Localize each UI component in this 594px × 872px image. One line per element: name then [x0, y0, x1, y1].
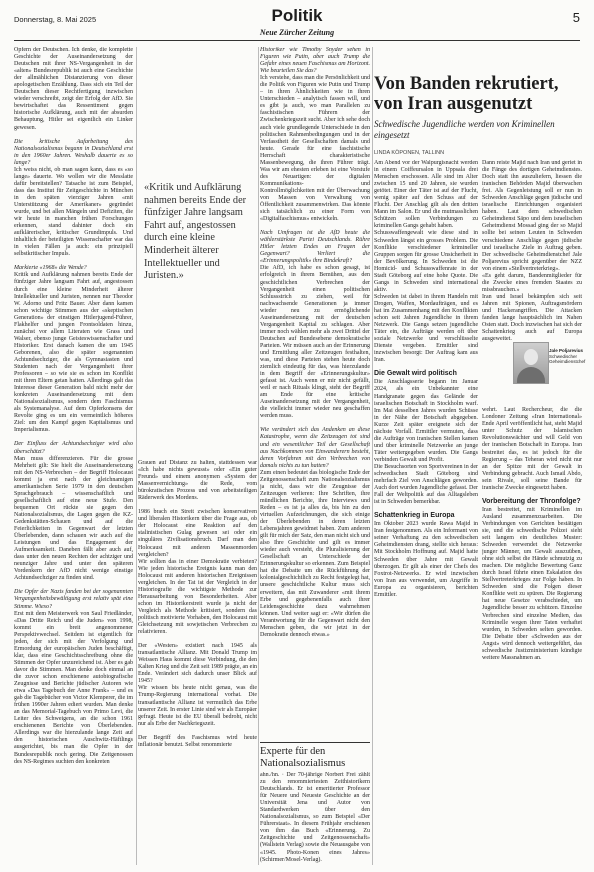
pull-quote: «Kritik und Aufklärung nahmen bereits Ende der fünfziger Jahre langsam Fahrt auf, angestossen durch eine kleine Minderheit älterer Intellektueller und Juristen.»	[144, 182, 247, 282]
column-divider	[136, 47, 137, 865]
header-rule	[14, 40, 580, 41]
newspaper-name: Neue Zürcher Zeitung	[259, 28, 335, 37]
paragraph: Dann reiste Majid nach Iran und geriet in die Fänge des dortigen Geheimdienstes. Doch statt ihn auszuliefern, liessen die iranischen Behörden Majid überwachen frei. Als Gegenleistung soll er nun in Schweden Anschläge gegen jüdische und israelische Einrichtungen organisiert haben. Laut dem schwedischen Geheimdienst Säpo und dem israelischen Geheimdienst Mossad ging der so Majid sollte bei seinen Leuten in Schweden verschiedene Anschläge gegen jüdische und israelische Ziele in Auftrag geben. Der schwedische Geheimdienstchef Jale Poljarevius spricht gegenüber der NZZ von einem «Stellvertreterkrieg».	[482, 160, 582, 272]
paragraph: Am Abend vor der Walpurgisnacht werden in einem Coiffeursalon in Uppsala drei Menschen erschossen. Alle sind im Alter zwischen 15 und 20 Jahren, sie wurden getötet. Einer der Täter ist auf der Flucht, wenig später auf den Schuss auf der Flucht. Der Anschlag gilt als den dritten Mann im Salon. Er und die mutmasslichen Schützen sollen Verbindungen zu kriminellen Gangs gehabt haben.	[374, 160, 478, 230]
issue-date: Donnerstag, 8. Mai 2025	[14, 15, 97, 24]
paragraph: Ich weiss nicht, ob man sagen kann, dass es «so lange» dauerte. Wo wollen wir die Messlatte dafür bereitstellen? Tatsache ist zum Beispiel, dass das Institut für Zeitgeschichte in München in den späten vierziger Jahren «mit Unterstützung der Amerikaner» gegründet wurde, und bei allen Mängeln und Defiziten, die wir heute in manchen frühen Forschungen erkennen, stand dahinter doch ein aufklärerischer, kritischer Grundimpuls. Und inhaltlich der beteiligten Wissenschafter war das in vielen Fällen ja auch: ein prinzipiell selbstkritischer Impuls.	[14, 166, 133, 258]
paragraph: Opfern der Deutschen. Ich denke, die komplette Geschichte der Auseinandersetzung der Deutschen mit ihrer NS-Vergangenheit in der «alten» Bundesrepublik ist auch eine Geschichte der allmählichen Distanzierung von dieser apologetischen Erzählung. Dass sich ein Teil der Deutschen dieser Rechtfertigung inzwischen wieder verschreibt, zeigt der Erfolg der AfD. Sie bewirtschaftet das Ressentiment gegen historische Aufklärung, auch mit der absurden Behauptung, Hitler sei eigentlich ein Linker gewesen.	[14, 47, 133, 131]
paragraph: Wir sollten das in einer Demokratie verbieten? Wie jeden historische Ereignis kann man den Holocaust mit anderen historischen Ereignissen vergleichen. In der Tat ist der Vergleich in der Historiografie die wichtigste Methode zur Herausarbeitung von Besonderheiten. Aber schon im Historikerstreit wurde ja nicht der Vergleich als Methode kritisiert, sondern das politisch motivierte Vorhaben, den Holocaust mit Gleichsetzung mit sowjetischen Verbrechen zu relativieren.	[138, 558, 257, 636]
paragraph: Im Oktober 2023 wurde Rawa Majid in Iran festgenommen. Als ein Informant von seiner Verhaftung zu den schwedischen Geheimdiensten drang, stellte sich heraus: Mit Stockholm Hoffnung auf. Majid hatte Schweden über Jahre mit Gewalt überzogen. Er gilt als einer der Chefs des Foxtrot-Netzwerks. Er wird inzwischen von Iran aus verwendet, um Angriffe in Europa zu organisieren, berichten Ermittler.	[374, 521, 478, 598]
question: Der «Westen» existiert nach 1945 als transatlantische Allianz. Mit Donald Trump im Weissen Haus kommt diese Verbindung, die den Kalten Krieg und die Zeit seit 1989 prägte, an ein Ende. Verändert sich dadurch unser Blick auf 1945?	[138, 643, 257, 685]
paragraph: Kritik und Aufklärung nahmen bereits Ende der fünfziger Jahre langsam Fahrt auf, angestossen durch eine kleine Minderheit älterer Intellektueller und Juristen, nennen nur Theodor W. Adorno und Fritz Bauer. Aber dann kamen schon wichtige Stimmen aus der «skeptischen Generation» der einstigen Hitlerjugend-Führer, Flakhelfer und jungen Frontsoldaten hinzu, zunächst vor allem Literaten wie Grass und Walser, ebenso junge Geisteswissenschafter und Historiker. Erst danach kamen die um 1945 Geborenen, also die später sogenannten Achtundsechziger, die als Gymnasiasten und Studenten nach der Vergangenheit ihrer Professoren – so wie sie es schon im Konflikt mit ihren Eltern getan hatten. Allerdings galt das Interesse dieser Generation bald nicht mehr der konkreten Auseinandersetzung mit dem Nationalsozialismus, sondern dem Faschismus als Systemanalyse. Auf dem Opferkonsens der Revolte ging es um ein vermeintlich höheres Ziel: um den Kampf gegen Kapitalismus und Imperialismus.	[14, 272, 133, 434]
article-column-1	[374, 160, 478, 865]
interview-column-1	[14, 47, 133, 865]
question: 1986 brach ein Streit zwischen konservativen und liberalen Historikern über die Frage aus, ob der Holocaust eine Reaktion auf den stalinistischen Gulag gewesen sei oder ein singuläres Zivilisationsbruch. Darf man den Holocaust mit anderen Massenmorden vergleichen?	[138, 509, 257, 558]
caption-role: Schwedischer Geheimdienstchef	[549, 353, 586, 364]
page-number: 5	[572, 10, 580, 25]
question: Der Einfluss der Achtundsechziger wird also überschätzt?	[14, 441, 133, 455]
paragraph: Schweden ist dabei in ihrem Handeln mit Drogen, Waffen, Mordaufträgen, und es hat im Zusammenhang mit den Konflikten schon seit Jahren Jugendliche in ihrem Netzwerk. Die Gangs setzen jugendliche Täter ein, die Aufträge werden oft über soziale Netzwerke und verschlüsselte Dienste vergeben. Ermittler sind inzwischen besorgt: Der Auftrag kam aus Iran.	[374, 293, 478, 364]
paragraph: Erst mit dem Meisterwerk von Saul Friedländer, «Das Dritte Reich und die Juden» von 1998, kommt ein breit angenommener Perspektivwechsel. Seitdem ist eigentlich für jeden, der sich mit der Verfolgung und Ermordung der europäischen Juden beschäftigt, klar, dass eine Geschichtsschreibung ohne die Stimmen der Opfer unzureichend ist. Aber es gab davor die Stimmen. Man denke doch einmal an die zuvor schon erschienene autobiografische Zeugnisse und Berichte jüdischer Autoren wie etwa «Das Tagebuch der Anne Frank» – und es gab die Tagebücher von Victor Klemperer, die im frühen 1990er Jahren ediert wurden. Man denke an das Memorial-Tagebuch von Primo Levi, die Leiter des Schweigens, an die schon 1961 erschienenen Berichte von Überlebenden. Allerdings war die hierzulande lange Zeit auf den historischen Auschwitz-Häftlings ausgerichtet, bis man die Opfer in der Bundesrepublik noch gering. Die Zeitgenossen des NS-Regimes suchten den konkreten	[14, 610, 133, 765]
paragraph: Iran bestreitet, mit Kriminellen im Ausland zusammenzuarbeiten. Die Verbindungen von Gerichten bestätigen sie, und die schwedische Polizei sieht seit langem ein deutliches Muster: Schweden verwendet die Netzwerke junger Männer, um Gewalt auszuüben, ohne sich selbst die Hände schmutzig zu machen. Die mögliche Bewertung Ganz durch Israel führte einen Eskalation des Stellvertreterkrieges zur Folge haben. In Schweden sind die Folgen dieser Konflikte weit zu spüren. Die Regierung hat neue Gesetze verabschiedet, um Jugendliche besser zu schützen. Einzelne Verbrechen sind einzelne Medien, das Kriminelle wegen ihrer Taten verhaftet wurden, in Schweden selten geworden. Die Debatte über «Schweden aus der Angst» wird dennoch weitergeführt, das schwedische Justizministerium kündigte weitere Massnahmen an.	[482, 506, 582, 661]
column-divider	[372, 47, 373, 865]
question: Die Opfer der Nazis fanden bei der sogenannten Vergangenheitsbewältigung erst relativ spät eine Stimme. Wieso?	[14, 589, 133, 610]
info-box-text: ahn./hn. · Der 70-jährige Norbert Frei zählt zu den renommiertesten Zeithistorikern Deutschlands. Er ist emeritierter Professor für Neuere und Neueste Geschichte an der Universität Jena und Autor von Standardwerken über den Nationalsozialismus, so zum Beispiel «Der Führerstaat». In diesem Frühjahr erschienen von ihm das Buch «Erinnerung. Zu Zeitgeschichte und Zeitgenossenschaft» (Wallstein Verlag) sowie die Neuausgabe von «1945. Photo-Konen eines Jahres» (Schirmer/Mosel-Verlag).	[260, 772, 370, 863]
paragraph: Die Besuchsorten von Sportvereinen in der schwedischen Stadt Göteborg sind mehrfach Ziel von Anschlägen geworden. Auch dort wurden Jugendliche gefasst. Der Fall der Weltpolitik auf das Alltagsleben ist in Schweden bemerkbar.	[374, 463, 478, 506]
article-author: LINDA KÖPONEN, TALLINN	[374, 150, 445, 156]
paragraph: Die AfD, ich habe es schon gesagt, ist erfolgreich in ihrem Bemühen, aus den geschichtlichen Verbrechen der Vergangenheit einen politischen Schlussstrich zu ziehen, weil für nachwachsende Generationen ja immer wieder neu zu ermöglichende Auseinandersetzung mit der deutschen Vergangenheit Kapital zu schlagen. Aber immer noch wählen mehr als zwei Drittel der Deutschen auf Bundesebene demokratische Parteien. Wir müssen auch an der Erinnerung und Ermittlung aller Zeitzeugen festhalten, was, und diese Parteien stehen heute doch ziemlich eindeutig für das, was hierzulande in dem Begriff der «Erinnerungskultur» gefasst ist. Auch wenn er mir nicht gefällt, weil er nach Rituals klingt, steht der Begriff am Ende für eine kritische Auseinandersetzung mit der Vergangenheit, die vielleicht immer wieder neu geschaffen werden muss.	[260, 265, 370, 420]
column-divider	[258, 47, 259, 865]
caption-name: Jale Poljarevius	[549, 348, 584, 353]
article-headline: Von Banden rekrutiert, von Iran ausgenutzt	[374, 74, 559, 114]
paragraph: Man muss differenzieren. Für die grosse Mehrheit gilt: Sie hielt die Auseinandersetzung mit den NS-Verbrechen – der Begriff Holocaust kommt ja erst nach der gleichnamigen amerikanischen Serie 1979 in den deutschen Sprachgebrauch – wissenschaftlich und gesellschaftlich auf eine neue Stufe. Den bequemen Ort rückte sie gegen den Nationalsozialismus, die Lagen gegen die KZ-Gedenkstätten-Schauen und auf die Feierlichkeiten in Gegenwart der letzten Überlebenden, dann schauen wir auch auf die Leistungen und das Engagement der Aufmerksamkeit. Daneben fällt aber auch auf, dass unter den neuen Rechten der achtziger und neunziger Jahre und unter den späteren Vordenkern der AfD nicht wenige einstige Achtundsechziger zu finden sind.	[14, 455, 133, 582]
subheading: Vorbereitung der Thronfolge?	[482, 497, 581, 505]
article-deck: Schwedische Jugendliche werden von Kriminellen eingesetzt	[374, 119, 555, 140]
paragraph: wehrt. Laut Rechercheur, die die Londoner Zeitung «Iran International» Ende April veröffentlicht hat, steht Majid unter Schutz der Islamischen Revolutionswächter und will Geld von der iranischen Botschaft in Europa. Iran bestreitet das, es ist jedoch für die Regierung – das Teheran wird nicht nur an der Spitze mit der Gewalt in Verbindung gebracht. Auch Ismail Abdo, sein Rivale, soll seine Bande für iranische Zwecke eingesetzt haben.	[482, 407, 582, 491]
page-header	[14, 6, 580, 46]
question: Die kritische Aufarbeitung des Nationalsozialismus begann in Deutschland erst in den 1960er Jahren. Weshalb dauerte es so lange?	[14, 138, 133, 166]
paragraph: Wir wissen bis heute nicht genau, was die Trump-Regierung international vorhat. Die transatlantische Allianz ist vermutlich das Erbe unserer Zeit. In erster Linie sind wir als Europäer gefragt. Heute ist die EU überall bedroht, nicht nur als Erbe der Nachkriegszeit.	[138, 685, 257, 727]
paragraph: Die Anschlagsserie begann im Januar 2024, als ein Unbekannter eine Handgranate gegen das Gelände der israelischen Botschaft in Stockholm warf. Im Mai desselben Jahres wurden Schüsse in der Nähe der Botschaft abgegeben. Kurze Zeit später ereignete sich der nächste Vorfall. Ermittler vermuten, dass die Aufträge von iranischen Stellen kamen und über kriminelle Netzwerke an junge Täter weitergegeben wurden. Die Gangs verbinden Gewalt und Profit.	[374, 379, 478, 463]
paragraph: «Es geht darum, Bandenmitglieder für die Zwecke eines fremden Staates zu missbrauchen.»	[482, 272, 582, 293]
question: Historiker wie Timothy Snyder sehen in Figuren wie Putin, aber auch Trump die Gefahr eines neuen Faschismus am Horizont. Wie beurteilen Sie das?	[260, 47, 370, 75]
question: Wie verändert sich das Andenken an diese Katastrophe, wenn die Zeitzeugen tot sind und ein wesentlicher Teil der Gesellschaft aus Nachkommen von Einwanderern besteht, deren Vorfahren mit den Verbrechen von damals nichts zu tun hatten?	[260, 427, 370, 469]
article-column-2	[482, 160, 582, 865]
subheading: Die Gewalt wird politisch	[374, 370, 457, 378]
question: Markierte «1968» die Wende?	[14, 265, 87, 272]
question: Der Begriff des Faschismus wird heute inflationär benutzt. Selbst renommierte	[138, 734, 257, 748]
caption-spacer	[482, 343, 582, 407]
paragraph: Grauen auf Distanz zu halten, stattdessen war «Ich habe nichts gewusst» oder «Ein guter Freund» und einem anonymen «System der Massenvernichtung» die Rede, vom bürokratischen Prozess und von arbeitsteiligen Räderwerk des Mordens.	[138, 460, 257, 502]
interview-column-3	[260, 47, 370, 737]
interview-column-2	[138, 460, 257, 865]
question: Nach Umfragen ist die AfD heute die wählerstärkste Partei Deutschlands. Rühre Hitler letzten Endes an Fragen der Gegenwart? Verliert die «Erinnerungspolitik» ihre Bindekraft?	[260, 230, 370, 265]
paragraph: Ich verstehe, dass man die Persönlichkeit und die Politik von Figuren wie Putin und Trump – in ihren Ähnlichkeiten wie in ihren Unterschieden – analytisch fassen will, und es gibt ja auch, wo man Parallelen zu faschistischen Führern der Zwischenkriegszeit sucht. Aber ich sehe doch auch viele grundlegende Unterschiede in den politischen Rahmenbedingungen und in der Verfasstheit der Gesellschaften damals und heute. Gerade für eine faschistische Herrschaft charakteristische Massenbewegung, die ihren Führer trägt. Was wir am ehesten erleben ist eine Vorstufe des Neuartigen: der digitalen Kommunikations- und Kontrollmöglichkeiten mit der Überwachung von Massen von Verwaltung von Öffentlichkeit zusammenwirken. Das könnte sich tatsächlich zu einer Form von «Digitalfaschismus» entwickeln.	[260, 75, 370, 223]
paragraph: Zum einen bedeutet das biologische Ende der Zeitgenossenschaft zum Nationalsozialismus ja nicht, dass wir die Zeugnisse der Zeitzeugen verlieren: Ihre Schriften, ihre mündlichen Berichte, ihre Interviews und Reden – es ist ja alles da, bis hin zu den virtuellen Aufzeichnungen, die sich einige der Überlebenden in deren letzten Lebensjahren gewidmet haben. Zum anderen gilt für mich der Satz, den man nicht sich und also Ihre Geschichte und gilt es immer wieder auch versteht, die Pluralisierung der Gesellschaft an Unterschiede der Erinnerungskultur so erkennen. Zum Beispiel hat die Debatte um die Rückführung der kolonialgeschichtlich zu Recht festgelegt hat, unsere geschichtliche Kultur muss sich erweitern, das mit Zuwanderer «mit ihrem Erbe und gegebenenfalls auch ihrer Leidensgeschichte dazu wahrnehmen können. Und weiter sagt er: «Wir dürfen die Verantwortung für die Gegenwart nicht den Menschen geben, die wir jetzt in der Demokratie dennoch etwas.»	[260, 469, 370, 638]
section-title: Politik	[271, 6, 323, 25]
info-box-title: Experte für den Nationalsozialismus	[260, 742, 370, 770]
subheading: Schattenkrieg in Europa	[374, 512, 455, 520]
paragraph: Schusswaffengewalt wie diese sind in Schweden längst ein grosses Problem. Die Konflikte verschiedener krimineller Gruppen sorgen für grosse Unsicherheit in der Bevölkerung. In Schweden ist die Homicid- und Schusswaffenrate in der Stadt Göteborg auf eine hohe Quote. Die Gangs in Schweden sind international aktiv.	[374, 230, 478, 293]
paragraph: Iran und Israel bekämpfen sich seit Jahren mit Spionen, Auftragsmördern und Hackerangriffen. Die Attacken fanden lange hauptsächlich im Nahen Osten statt. Doch inzwischen hat sich der Schattenkrieg auch auf Europa ausgeweitet.	[482, 293, 582, 343]
